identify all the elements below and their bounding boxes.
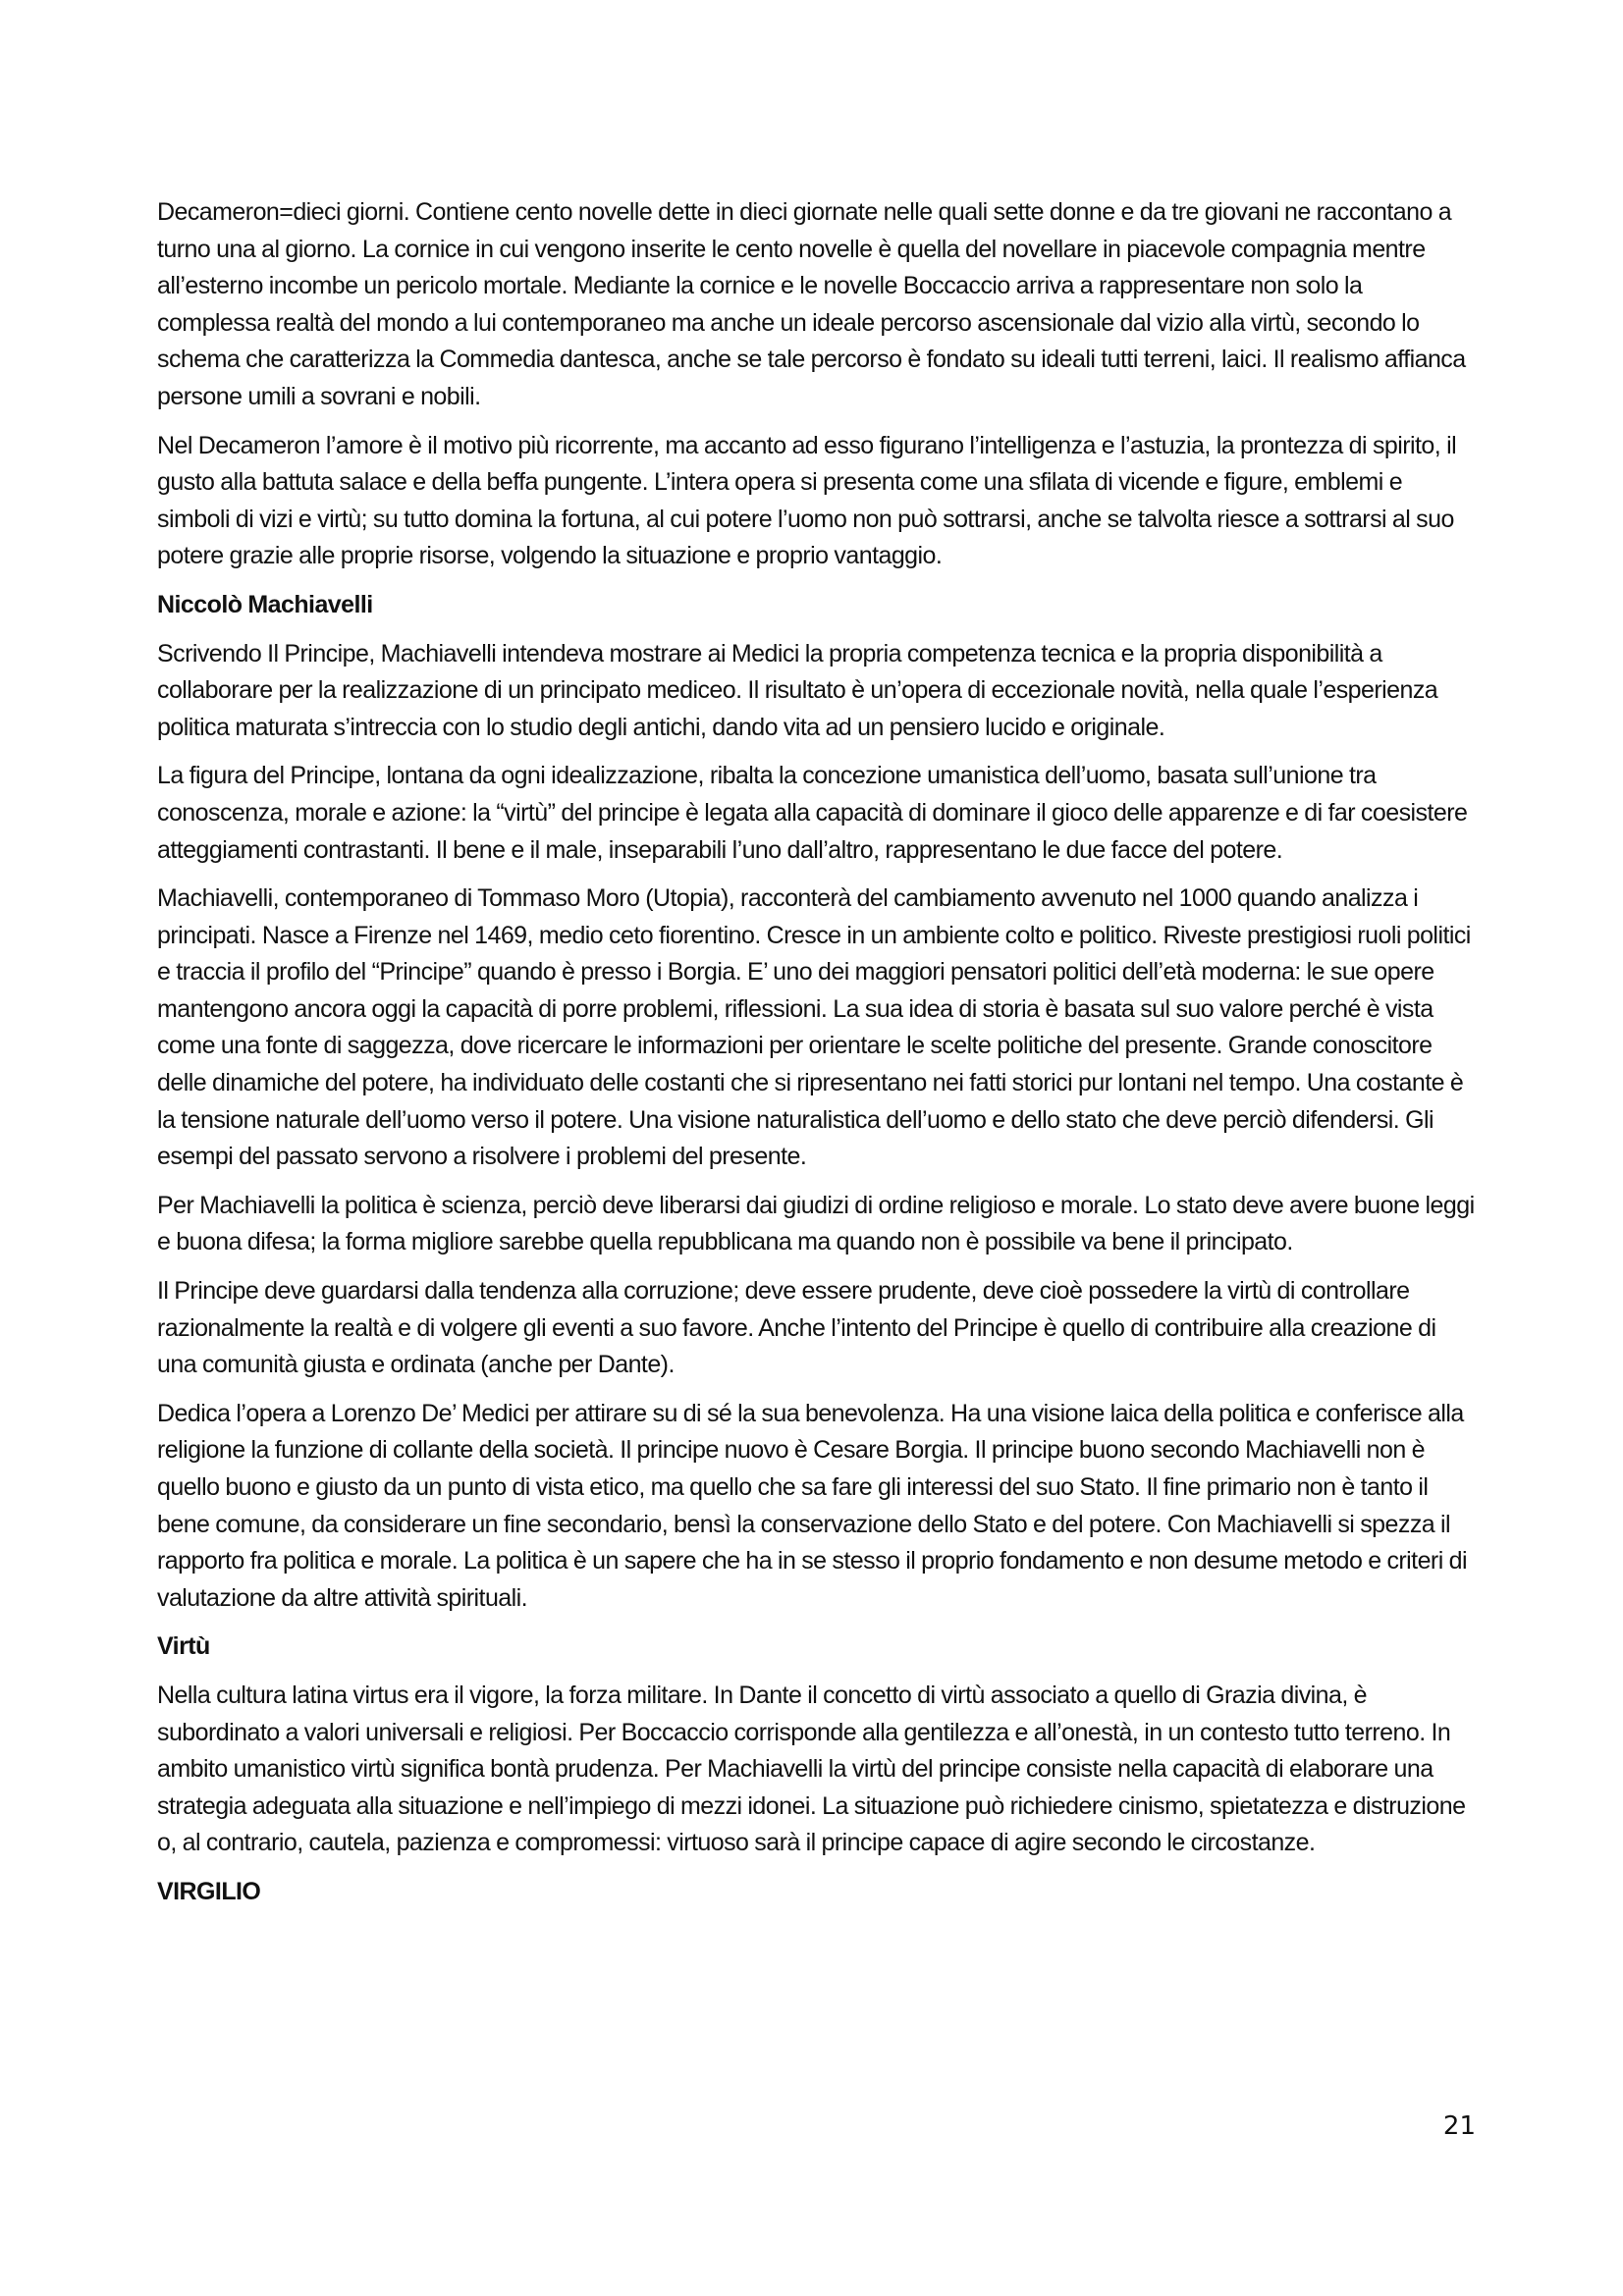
paragraph-machiavelli-corruzione: Il Principe deve guardarsi dalla tendenza alla corruzione; deve essere prudente, deve cioè possedere la virtù di controllare razionalmente la realtà e di volgere gli eventi a suo favore. Anche l’intento del Principe è quello di contribuire alla creazione di una comunità giusta e ordinata (anche per Dante). <box>157 1277 1436 1379</box>
paragraph-decameron-intro: Decameron=dieci giorni. Contiene cento novelle dette in dieci giornate nelle quali sette donne e da tre giovani ne raccontano a turno una al giorno. La cornice in cui vengono inserite le cento novelle è quella del novellare in piacevole compagnia mentre all’esterno incombe un pericolo mortale. Mediante la cornice e le novelle Boccaccio arriva a rappresentare non solo la complessa realtà del mondo a lui contemporaneo ma anche un ideale percorso ascensionale dal vizio alla virtù, secondo lo schema che caratterizza la Commedia dantesca, anche se tale percorso è fondato su ideali tutti terreni, laici. Il realismo affianca persone umili a sovrani e nobili. <box>157 198 1466 410</box>
paragraph-machiavelli-dedica: Dedica l’opera a Lorenzo De’ Medici per attirare su di sé la sua benevolenza. Ha una visione laica della politica e conferisce alla religione la funzione di collante della società. Il principe nuovo è Cesare Borgia. Il principe buono secondo Machiavelli non è quello buono e giusto da un punto di vista etico, ma quello che sa fare gli interessi del suo Stato. Il fine primario non è tanto il bene comune, da considerare un fine secondario, bensì la conservazione dello Stato e del potere. Con Machiavelli si spezza il rapporto fra politica e morale. La politica è un sapere che ha in se stesso il proprio fondamento e non desume metodo e criteri di valutazione da altre attività spirituali. <box>157 1399 1467 1612</box>
heading-virtu: Virtù <box>157 1632 210 1661</box>
paragraph-machiavelli-figura: La figura del Principe, lontana da ogni idealizzazione, ribalta la concezione umanistica dell’uomo, basata sull’unione tra conoscenza, morale e azione: la “virtù” del principe è legata alla capacità di dominare il gioco delle apparenze e di far coesistere atteggiamenti contrastanti. Il bene e il male, inseparabili l’uno dall’altro, rappresentano le due facce del potere. <box>157 762 1468 864</box>
paragraph-virtu: Nella cultura latina virtus era il vigore, la forza militare. In Dante il concetto di virtù associato a quello di Grazia divina, è subordinato a valori universali e religiosi. Per Boccaccio corrisponde alla gentilezza e all’onestà, in un contesto tutto terreno. In ambito umanistico virtù significa bontà prudenza. Per Machiavelli la virtù del principe consiste nella capacità di elaborare una strategia adeguata alla situazione e nell’impiego di mezzi idonei. La situazione può richiedere cinismo, spietatezza e distruzione o, al contrario, cautela, pazienza e compromessi: virtuoso sarà il principe capace di agire secondo le circostanze. <box>157 1681 1466 1857</box>
page-body <box>157 194 1478 1923</box>
heading-virgilio: VIRGILIO <box>157 1877 261 1905</box>
page-number: 21 <box>1442 2111 1476 2141</box>
paragraph-machiavelli-biografia: Machiavelli, contemporaneo di Tommaso Moro (Utopia), racconterà del cambiamento avvenuto nel 1000 quando analizza i principati. Nasce a Firenze nel 1469, medio ceto fiorentino. Cresce in un ambiente colto e politico. Riveste prestigiosi ruoli politici e traccia il profilo del “Principe” quando è presso i Borgia. E’ uno dei maggiori pensatori politici dell’età moderna: le sue opere mantengono ancora oggi la capacità di porre problemi, riflessioni. La sua idea di storia è basata sul suo valore perché è vista come una fonte di saggezza, dove ricercare le informazioni per orientare le scelte politiche del presente. Grande conoscitore delle dinamiche del potere, ha individuato delle costanti che si ripresentano nei fatti storici pur lontani nel tempo. Una costante è la tensione naturale dell’uomo verso il potere. Una visione naturalistica dell’uomo e dello stato che deve perciò difendersi. Gli esempi del passato servono a risolvere i problemi del presente. <box>157 884 1471 1171</box>
paragraph-machiavelli-politica: Per Machiavelli la politica è scienza, perciò deve liberarsi dai giudizi di ordine religioso e morale. Lo stato deve avere buone leggi e buona difesa; la forma migliore sarebbe quella repubblicana ma quando non è possibile va bene il principato. <box>157 1191 1475 1256</box>
paragraph-decameron-amore: Nel Decameron l’amore è il motivo più ricorrente, ma accanto ad esso figurano l’intelligenza e l’astuzia, la prontezza di spirito, il gusto alla battuta salace e della beffa pungente. L’intera opera si presenta come una sfilata di vicende e figure, emblemi e simboli di vizi e virtù; su tutto domina la fortuna, al cui potere l’uomo non può sottrarsi, anche se talvolta riesce a sottrarsi al suo potere grazie alle proprie risorse, volgendo la situazione e proprio vantaggio. <box>157 431 1457 570</box>
heading-machiavelli: Niccolò Machiavelli <box>157 590 373 618</box>
paragraph-machiavelli-principe: Scrivendo Il Principe, Machiavelli intendeva mostrare ai Medici la propria competenza tecnica e la propria disponibilità a collaborare per la realizzazione di un principato mediceo. Il risultato è un’opera di eccezionale novità, nella quale l’esperienza politica maturata s’intreccia con lo studio degli antichi, dando vita ad un pensiero lucido e originale. <box>157 639 1438 741</box>
